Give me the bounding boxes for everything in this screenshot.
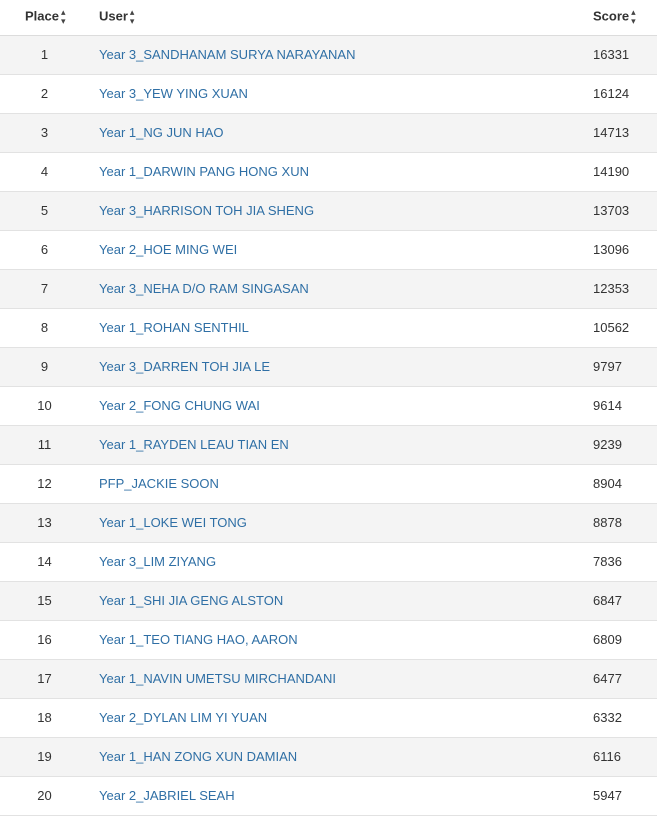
column-header-label: Score xyxy=(593,8,630,24)
score-cell: 12353 xyxy=(593,281,630,296)
user-link[interactable]: Year 1_NAVIN UMETSU MIRCHANDANI xyxy=(99,671,336,686)
user-link[interactable]: Year 1_TEO TIANG HAO, AARON xyxy=(99,632,298,647)
user-link[interactable]: Year 1_ROHAN SENTHIL xyxy=(99,320,249,335)
table-row xyxy=(0,74,657,113)
table-row xyxy=(0,308,657,347)
place-cell: 18 xyxy=(37,710,52,725)
place-cell: 14 xyxy=(37,554,52,569)
user-cell xyxy=(99,503,593,542)
user-cell xyxy=(99,425,593,464)
score-cell: 13703 xyxy=(593,203,630,218)
user-link[interactable]: Year 3_DARREN TOH JIA LE xyxy=(99,359,271,374)
user-cell xyxy=(99,113,593,152)
column-header-place[interactable] xyxy=(0,0,99,35)
table-row xyxy=(0,464,657,503)
score-cell: 7836 xyxy=(593,554,622,569)
user-link[interactable]: Year 2_JABRIEL SEAH xyxy=(99,788,235,803)
place-cell: 16 xyxy=(37,632,52,647)
user-link[interactable]: Year 2_HOE MING WEI xyxy=(99,242,238,257)
table-row xyxy=(0,35,657,74)
table-header xyxy=(0,0,657,35)
score-cell: 14713 xyxy=(593,125,630,140)
table-row xyxy=(0,113,657,152)
place-cell: 20 xyxy=(37,788,52,803)
place-cell: 11 xyxy=(37,437,52,452)
user-cell xyxy=(99,776,593,815)
user-link[interactable]: Year 3_HARRISON TOH JIA SHENG xyxy=(99,203,315,218)
user-link[interactable]: Year 1_DARWIN PANG HONG XUN xyxy=(99,164,309,179)
user-cell xyxy=(99,308,593,347)
user-cell xyxy=(99,35,593,74)
place-cell: 7 xyxy=(40,281,49,296)
table-row xyxy=(0,542,657,581)
user-cell xyxy=(99,659,593,698)
table-row xyxy=(0,620,657,659)
score-cell: 13096 xyxy=(593,242,630,257)
place-cell: 5 xyxy=(40,203,49,218)
user-cell xyxy=(99,386,593,425)
place-cell: 19 xyxy=(37,749,52,764)
table-row xyxy=(0,503,657,542)
table-body xyxy=(0,35,657,815)
user-link[interactable]: Year 3_NEHA D/O RAM SINGASAN xyxy=(99,281,309,296)
place-cell: 3 xyxy=(40,125,49,140)
place-cell: 12 xyxy=(37,476,52,491)
score-cell: 16124 xyxy=(593,86,630,101)
user-link[interactable]: Year 2_DYLAN LIM YI YUAN xyxy=(99,710,268,725)
place-cell: 1 xyxy=(40,47,49,62)
sort-icon: ▴ ▾ xyxy=(631,7,636,27)
place-cell: 9 xyxy=(40,359,49,374)
score-cell: 6847 xyxy=(593,593,622,608)
table-row xyxy=(0,230,657,269)
user-cell xyxy=(99,152,593,191)
score-cell: 16331 xyxy=(593,47,630,62)
user-cell xyxy=(99,191,593,230)
place-cell: 15 xyxy=(37,593,52,608)
user-link[interactable]: Year 1_RAYDEN LEAU TIAN EN xyxy=(99,437,289,452)
user-cell xyxy=(99,581,593,620)
sort-icon: ▴ ▾ xyxy=(60,7,66,27)
column-header-label: Place xyxy=(25,8,59,24)
place-cell: 4 xyxy=(40,164,49,179)
column-header-user[interactable] xyxy=(99,0,593,35)
table-row xyxy=(0,347,657,386)
score-cell: 9614 xyxy=(593,398,622,413)
table-row xyxy=(0,152,657,191)
score-cell: 5947 xyxy=(593,788,622,803)
user-cell xyxy=(99,737,593,776)
place-cell: 13 xyxy=(37,515,52,530)
place-cell: 2 xyxy=(40,86,49,101)
user-cell xyxy=(99,542,593,581)
table-row xyxy=(0,698,657,737)
score-cell: 9797 xyxy=(593,359,622,374)
score-cell: 10562 xyxy=(593,320,630,335)
score-cell: 6116 xyxy=(593,749,621,764)
table-row xyxy=(0,386,657,425)
user-cell xyxy=(99,269,593,308)
score-cell: 8878 xyxy=(593,515,622,530)
user-cell xyxy=(99,74,593,113)
user-cell xyxy=(99,620,593,659)
user-link[interactable]: Year 1_HAN ZONG XUN DAMIAN xyxy=(99,749,298,764)
table-row xyxy=(0,659,657,698)
table-row xyxy=(0,425,657,464)
user-cell xyxy=(99,464,593,503)
table-row xyxy=(0,737,657,776)
user-cell xyxy=(99,347,593,386)
user-link[interactable]: Year 3_YEW YING XUAN xyxy=(99,86,248,101)
score-cell: 9239 xyxy=(593,437,622,452)
table-row xyxy=(0,776,657,815)
table-row xyxy=(0,269,657,308)
place-cell: 10 xyxy=(37,398,52,413)
score-cell: 14190 xyxy=(593,164,630,179)
header-row xyxy=(0,0,657,35)
score-cell: 6809 xyxy=(593,632,622,647)
column-header-score[interactable] xyxy=(593,0,657,35)
user-cell xyxy=(99,230,593,269)
score-cell: 6477 xyxy=(593,671,622,686)
table-row xyxy=(0,191,657,230)
user-link[interactable]: Year 2_FONG CHUNG WAI xyxy=(99,398,260,413)
user-link[interactable]: Year 1_LOKE WEI TONG xyxy=(99,515,247,530)
user-link[interactable]: PFP_JACKIE SOON xyxy=(99,476,219,491)
table-row xyxy=(0,581,657,620)
user-link[interactable]: Year 1_NG JUN HAO xyxy=(99,125,224,140)
column-header-label: User xyxy=(99,8,128,24)
score-cell: 8904 xyxy=(593,476,622,491)
place-cell: 8 xyxy=(40,320,49,335)
sort-icon: ▴ ▾ xyxy=(129,7,135,27)
score-cell: 6332 xyxy=(593,710,622,725)
user-link[interactable]: Year 1_SHI JIA GENG ALSTON xyxy=(99,593,284,608)
user-link[interactable]: Year 3_SANDHANAM SURYA NARAYANAN xyxy=(99,47,356,62)
user-link[interactable]: Year 3_LIM ZIYANG xyxy=(99,554,217,569)
place-cell: 17 xyxy=(37,671,52,686)
place-cell: 6 xyxy=(40,242,49,257)
user-cell xyxy=(99,698,593,737)
